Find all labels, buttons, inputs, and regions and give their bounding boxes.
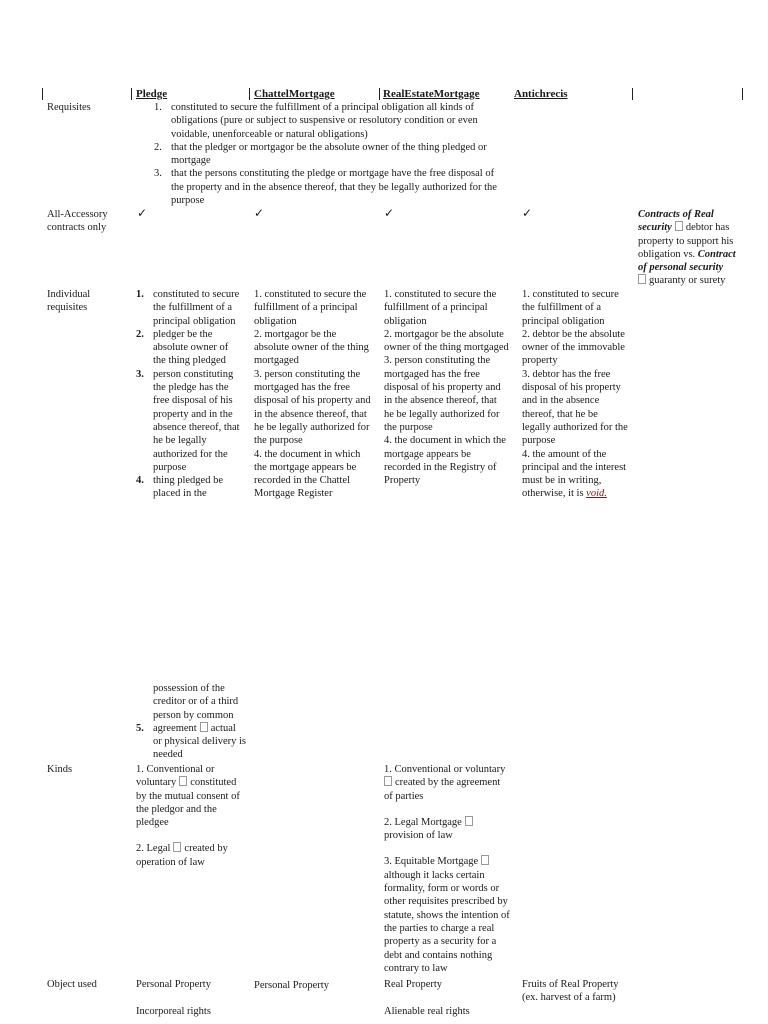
- text-line: mortgage: [171, 155, 211, 167]
- text-line: recorded in the Registry of: [384, 461, 497, 473]
- text-line: 1. constituted to secure the: [254, 289, 367, 300]
- text-line: that the persons constituting the pledge or mortgage have the free disposal of: [171, 168, 495, 180]
- text-line: the property and in the absence thereof, that they be legally authorized for the: [171, 181, 497, 193]
- text-line: 1. Conventional or voluntary: [384, 764, 506, 775]
- real-estate-kinds: [384, 763, 518, 975]
- text-line: disposal of his property: [522, 382, 621, 394]
- text-line: the parties to charge a real: [384, 922, 495, 934]
- text-line: obligation: [254, 315, 297, 327]
- text-line: by the mutual consent of: [136, 790, 240, 802]
- text-line: the purpose: [254, 435, 303, 447]
- text-line: owner of the immovable: [522, 342, 625, 354]
- text-line: Property: [384, 475, 421, 487]
- pledge-object-2: Incorporeal rights: [136, 1006, 211, 1017]
- text-line: the purpose: [384, 421, 433, 433]
- text-line: operation of law: [136, 856, 205, 868]
- text-line: 3. person constituting the: [384, 355, 491, 367]
- text-line: thereof, that he be: [522, 408, 598, 420]
- column-divider: [131, 88, 132, 100]
- text-line: Individual: [47, 289, 91, 300]
- list-item: [136, 328, 253, 368]
- arrow-glyph-icon: [465, 816, 473, 826]
- check-icon: ✓: [522, 206, 533, 220]
- text-line: principal obligation: [153, 315, 236, 327]
- text-line: voluntary: [136, 777, 177, 789]
- header-real-estate-mortgage: RealEstateMortgage: [383, 88, 480, 100]
- text-line: created by: [184, 843, 228, 855]
- text-line: (ex. harvest of a farm): [522, 992, 616, 1004]
- text-line: voidable, unenforceable or natural obligations): [171, 128, 368, 140]
- arrow-glyph-icon: [179, 776, 187, 786]
- column-divider: [742, 88, 743, 100]
- text-line: in the absence thereof, that: [384, 395, 497, 407]
- pledge-kinds: [136, 763, 252, 869]
- text-line: needed: [153, 749, 183, 761]
- text-line: All-Accessory: [47, 209, 108, 220]
- header-chattel-mortgage: ChattelMortgage: [254, 88, 335, 100]
- text-line: fulfillment of a principal: [384, 302, 488, 314]
- antichresis-object: [522, 978, 619, 1005]
- text-line: placed in the: [153, 488, 207, 500]
- text-line: property as a security for a: [384, 936, 497, 948]
- arrow-glyph-icon: [675, 221, 683, 231]
- list-number: 4.: [136, 475, 144, 487]
- text-line: creditor or of a third: [153, 696, 239, 708]
- antichresis-individual-requisites: [522, 288, 634, 501]
- text-line: and in the absence: [522, 395, 600, 407]
- list-number: 1.: [154, 102, 162, 113]
- row-label-requisites: Requisites: [47, 102, 91, 113]
- text-line: mortgaged has the free: [254, 382, 350, 394]
- text-line: the mortgage appears be: [254, 461, 357, 473]
- text-line: person by common: [153, 709, 234, 721]
- note-text: guaranty or surety: [649, 275, 726, 287]
- list-item: [136, 368, 253, 474]
- text-line: agreement: [153, 722, 197, 734]
- text-line: requisites: [47, 302, 88, 314]
- text-line: 4. the amount of the: [522, 448, 607, 460]
- real-vs-personal-security-note: [638, 208, 766, 288]
- text-line: contrary to law: [384, 962, 448, 974]
- check-icon: ✓: [254, 206, 265, 220]
- pledge-individual-requisites: [136, 288, 253, 501]
- text-line: 2. mortgagor be the: [254, 328, 337, 340]
- text-line: debt and contains nothing: [384, 949, 493, 961]
- requisite-item: [154, 101, 511, 141]
- note-emphasis: Contract: [697, 248, 736, 260]
- text-line: disposal of his property and: [254, 395, 371, 407]
- real-estate-object-2: Alienable real rights: [384, 1006, 470, 1017]
- row-label-object-used: Object used: [47, 979, 97, 990]
- column-divider: [379, 88, 380, 100]
- text-line: legally authorized for the: [522, 421, 628, 433]
- text-line: statute, shows the intention of: [384, 909, 510, 921]
- note-emphasis: security: [638, 222, 672, 234]
- header-antichresis: Antichrecis: [514, 88, 568, 100]
- arrow-glyph-icon: [481, 855, 489, 865]
- text-line: disposal of his property and: [384, 382, 501, 394]
- chattel-individual-requisites: [254, 288, 380, 501]
- text-line: the thing pledged: [153, 355, 226, 367]
- text-line: purpose: [522, 435, 556, 447]
- text-line: principal and the interest: [522, 461, 627, 473]
- requisite-item: [154, 141, 511, 168]
- text-line: constituted: [190, 777, 237, 789]
- text-line: 2. Legal Mortgage: [384, 816, 462, 828]
- void-emphasis: void.: [586, 488, 607, 500]
- text-line: provision of law: [384, 830, 453, 842]
- text-line: 3. debtor has the free: [522, 368, 611, 380]
- text-line: Fruits of Real Property: [522, 979, 619, 990]
- text-line: other requisites prescribed by: [384, 896, 508, 908]
- text-line: the pledge has the: [153, 382, 229, 394]
- row-label-individual-requisites: [47, 288, 127, 315]
- list-item: [136, 474, 253, 501]
- text-line: actual: [210, 722, 236, 734]
- text-line: pledgee: [136, 817, 169, 829]
- text-line: or physical delivery is: [153, 736, 247, 748]
- text-line: absolute owner of the thing: [254, 342, 369, 354]
- text-line: constituted to secure: [153, 289, 240, 300]
- requisites-list: [154, 101, 511, 207]
- text-line: possession of the: [153, 683, 225, 694]
- arrow-glyph-icon: [173, 842, 181, 852]
- column-divider: [632, 88, 633, 100]
- text-line: pledger be the: [153, 328, 213, 340]
- real-estate-object: Real Property: [384, 979, 443, 990]
- text-line: owner of the thing mortgaged: [384, 342, 509, 354]
- text-line: formality, form or words or: [384, 883, 500, 895]
- text-line: 1. constituted to secure: [522, 289, 619, 300]
- text-line: absence thereof, that: [153, 421, 240, 433]
- row-label-kinds: Kinds: [47, 764, 73, 775]
- text-line: 3. person constituting the: [254, 368, 361, 380]
- arrow-glyph-icon: [200, 722, 208, 732]
- check-icon: ✓: [137, 206, 148, 220]
- text-line: Mortgage Register: [254, 488, 333, 500]
- text-line: he be legally authorized for: [384, 408, 500, 420]
- column-divider: [42, 88, 43, 100]
- text-line: of parties: [384, 790, 424, 802]
- text-line: contracts only: [47, 222, 107, 234]
- text-line: purpose: [153, 461, 187, 473]
- text-line: the fulfillment of a: [153, 302, 233, 314]
- text-line: 2. Legal: [136, 843, 171, 855]
- text-line: obligation: [384, 315, 427, 327]
- text-line: constituted to secure the fulfillment of a principal obligation all kinds of: [171, 102, 474, 113]
- text-line: in the absence thereof, that: [254, 408, 367, 420]
- note-text: debtor has: [685, 222, 730, 234]
- pledge-requisites-continued: [136, 682, 253, 762]
- text-line: he be legally: [153, 435, 207, 447]
- text-line: the pledgor and the: [136, 803, 217, 815]
- text-line: although it lacks certain: [384, 869, 485, 881]
- text-line: 2. debtor be the absolute: [522, 328, 625, 340]
- text-line: 4. the document in which the: [384, 435, 506, 447]
- list-item: [136, 288, 253, 328]
- text-line: mortgaged has the free: [384, 368, 480, 380]
- text-line: thing pledged be: [153, 475, 223, 487]
- text-line: created by the agreement: [395, 777, 501, 789]
- text-line: person constituting: [153, 368, 234, 380]
- list-number: 2.: [136, 328, 144, 340]
- text-line: obligations (pure or subject to suspensive or resolutory condition or even: [171, 115, 478, 127]
- text-line: mortgage appears be: [384, 448, 471, 460]
- arrow-glyph-icon: [638, 274, 646, 284]
- text-line: 1. Conventional or: [136, 764, 215, 775]
- text-line: free disposal of his: [153, 395, 233, 407]
- note-emphasis: Contracts of Real: [638, 209, 714, 220]
- text-line: the fulfillment of a: [522, 302, 602, 314]
- text-line: 2. mortgagor be the absolute: [384, 328, 504, 340]
- list-number: 3.: [154, 168, 162, 180]
- row-label-all-accessory: [47, 208, 127, 235]
- arrow-glyph-icon: [384, 776, 392, 786]
- pledge-object: Personal Property: [136, 979, 211, 990]
- list-number: 3.: [136, 368, 144, 380]
- text-line: fulfillment of a principal: [254, 302, 358, 314]
- check-icon: ✓: [384, 206, 395, 220]
- text-line: he be legally authorized for: [254, 421, 370, 433]
- text-line: 3. Equitable Mortgage: [384, 856, 479, 868]
- text-line: must be in writing,: [522, 475, 602, 487]
- list-item: [136, 722, 253, 735]
- text-line: that the pledger or mortgagor be the absolute owner of the thing pledged or: [171, 141, 487, 153]
- text-line: authorized for the: [153, 448, 228, 460]
- text-line: 1. constituted to secure the: [384, 289, 497, 300]
- text-line: purpose: [171, 195, 205, 207]
- text-line: absolute owner of: [153, 342, 229, 354]
- list-number: 5.: [136, 722, 144, 734]
- text-line: recorded in the Chattel: [254, 475, 350, 487]
- text-line: property and in the: [153, 408, 233, 420]
- list-number: 1.: [136, 289, 144, 300]
- requisite-item: [154, 167, 511, 207]
- chattel-object: Personal Property: [254, 980, 329, 991]
- text-line: principal obligation: [522, 315, 605, 327]
- text-line: mortgaged: [254, 355, 299, 367]
- note-text: property to support his: [638, 235, 734, 247]
- text-line: 4. the document in which: [254, 448, 361, 460]
- real-estate-individual-requisites: [384, 288, 516, 487]
- header-pledge: Pledge: [136, 88, 168, 100]
- text-line: property: [522, 355, 558, 367]
- note-emphasis: of personal security: [638, 262, 724, 274]
- column-divider: [249, 88, 250, 100]
- list-number: 2.: [154, 141, 162, 153]
- note-text: obligation vs.: [638, 248, 696, 260]
- text-line: otherwise, it is: [522, 488, 584, 500]
